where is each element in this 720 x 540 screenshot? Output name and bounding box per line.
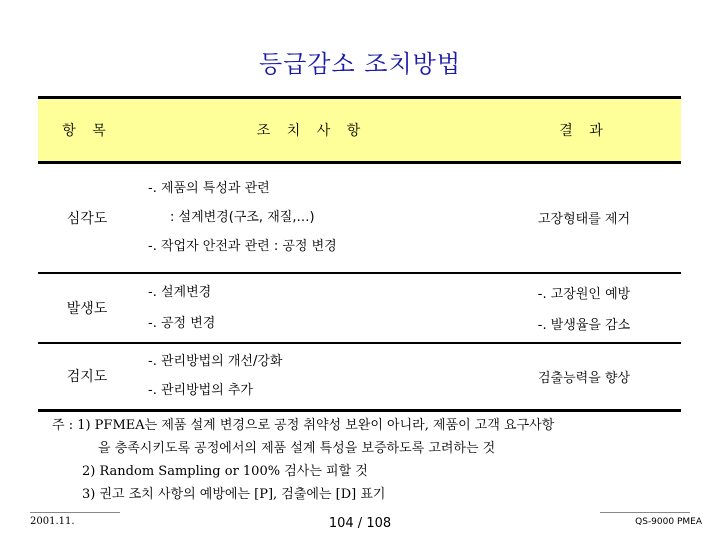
- action-table: [38, 96, 681, 412]
- note-line: 3) 권고 조치 사항의 예방에는 [P], 검출에는 [D] 표기: [82, 487, 386, 502]
- item-cell: 발생도: [38, 273, 136, 343]
- table-row-severity: [38, 163, 681, 273]
- header-result: 결 과: [487, 98, 681, 163]
- footer-date: 2001.11.: [30, 516, 75, 527]
- action-line: -. 제품의 특성과 관련: [148, 181, 270, 197]
- header-actions: 조 치 사 항: [136, 98, 487, 163]
- result-cell: 검출능력을 향상: [487, 343, 681, 411]
- table-row-occurrence: [38, 273, 681, 343]
- note-line: 주 : 1) PFMEA는 제품 설계 변경으로 공정 취약성 보완이 아니라, 제품이 고객 요구사항: [52, 418, 555, 433]
- footer-divider: [600, 512, 690, 513]
- header-item: 항 목: [38, 98, 136, 163]
- table-header-row: [38, 98, 681, 163]
- result-line: -. 고장원인 예방: [537, 286, 631, 302]
- item-cell: 검지도: [38, 343, 136, 411]
- action-line: -. 관리방법의 추가: [148, 383, 253, 399]
- actions-cell: [136, 273, 487, 343]
- note-line: 2) Random Sampling or 100% 검사는 피할 것: [82, 464, 368, 479]
- footer-divider: [30, 512, 120, 513]
- action-line: -. 설계변경: [148, 284, 212, 300]
- table-row-detection: [38, 343, 681, 411]
- action-line: -. 작업자 안전과 관련 : 공정 변경: [148, 239, 337, 255]
- footer-code: QS-9000 PMEA: [635, 517, 702, 527]
- action-line: : 설계변경(구조, 재질,…): [170, 210, 315, 226]
- action-line: -. 공정 변경: [148, 315, 216, 331]
- result-cell: [487, 273, 681, 343]
- item-cell: 심각도: [38, 163, 136, 273]
- page-number: 104 / 108: [328, 516, 392, 531]
- notes-block: [52, 414, 712, 506]
- action-line: -. 관리방법의 개선/강화: [148, 354, 283, 370]
- note-line: 을 충족시키도록 공정에서의 제품 설계 특성을 보증하도록 고려하는 것: [98, 441, 496, 456]
- actions-cell: [136, 163, 487, 273]
- result-cell: 고장형태를 제거: [487, 163, 681, 273]
- page-title: 등급감소 조치방법: [258, 50, 462, 78]
- result-line: -. 발생율을 감소: [537, 317, 631, 333]
- actions-cell: [136, 343, 487, 411]
